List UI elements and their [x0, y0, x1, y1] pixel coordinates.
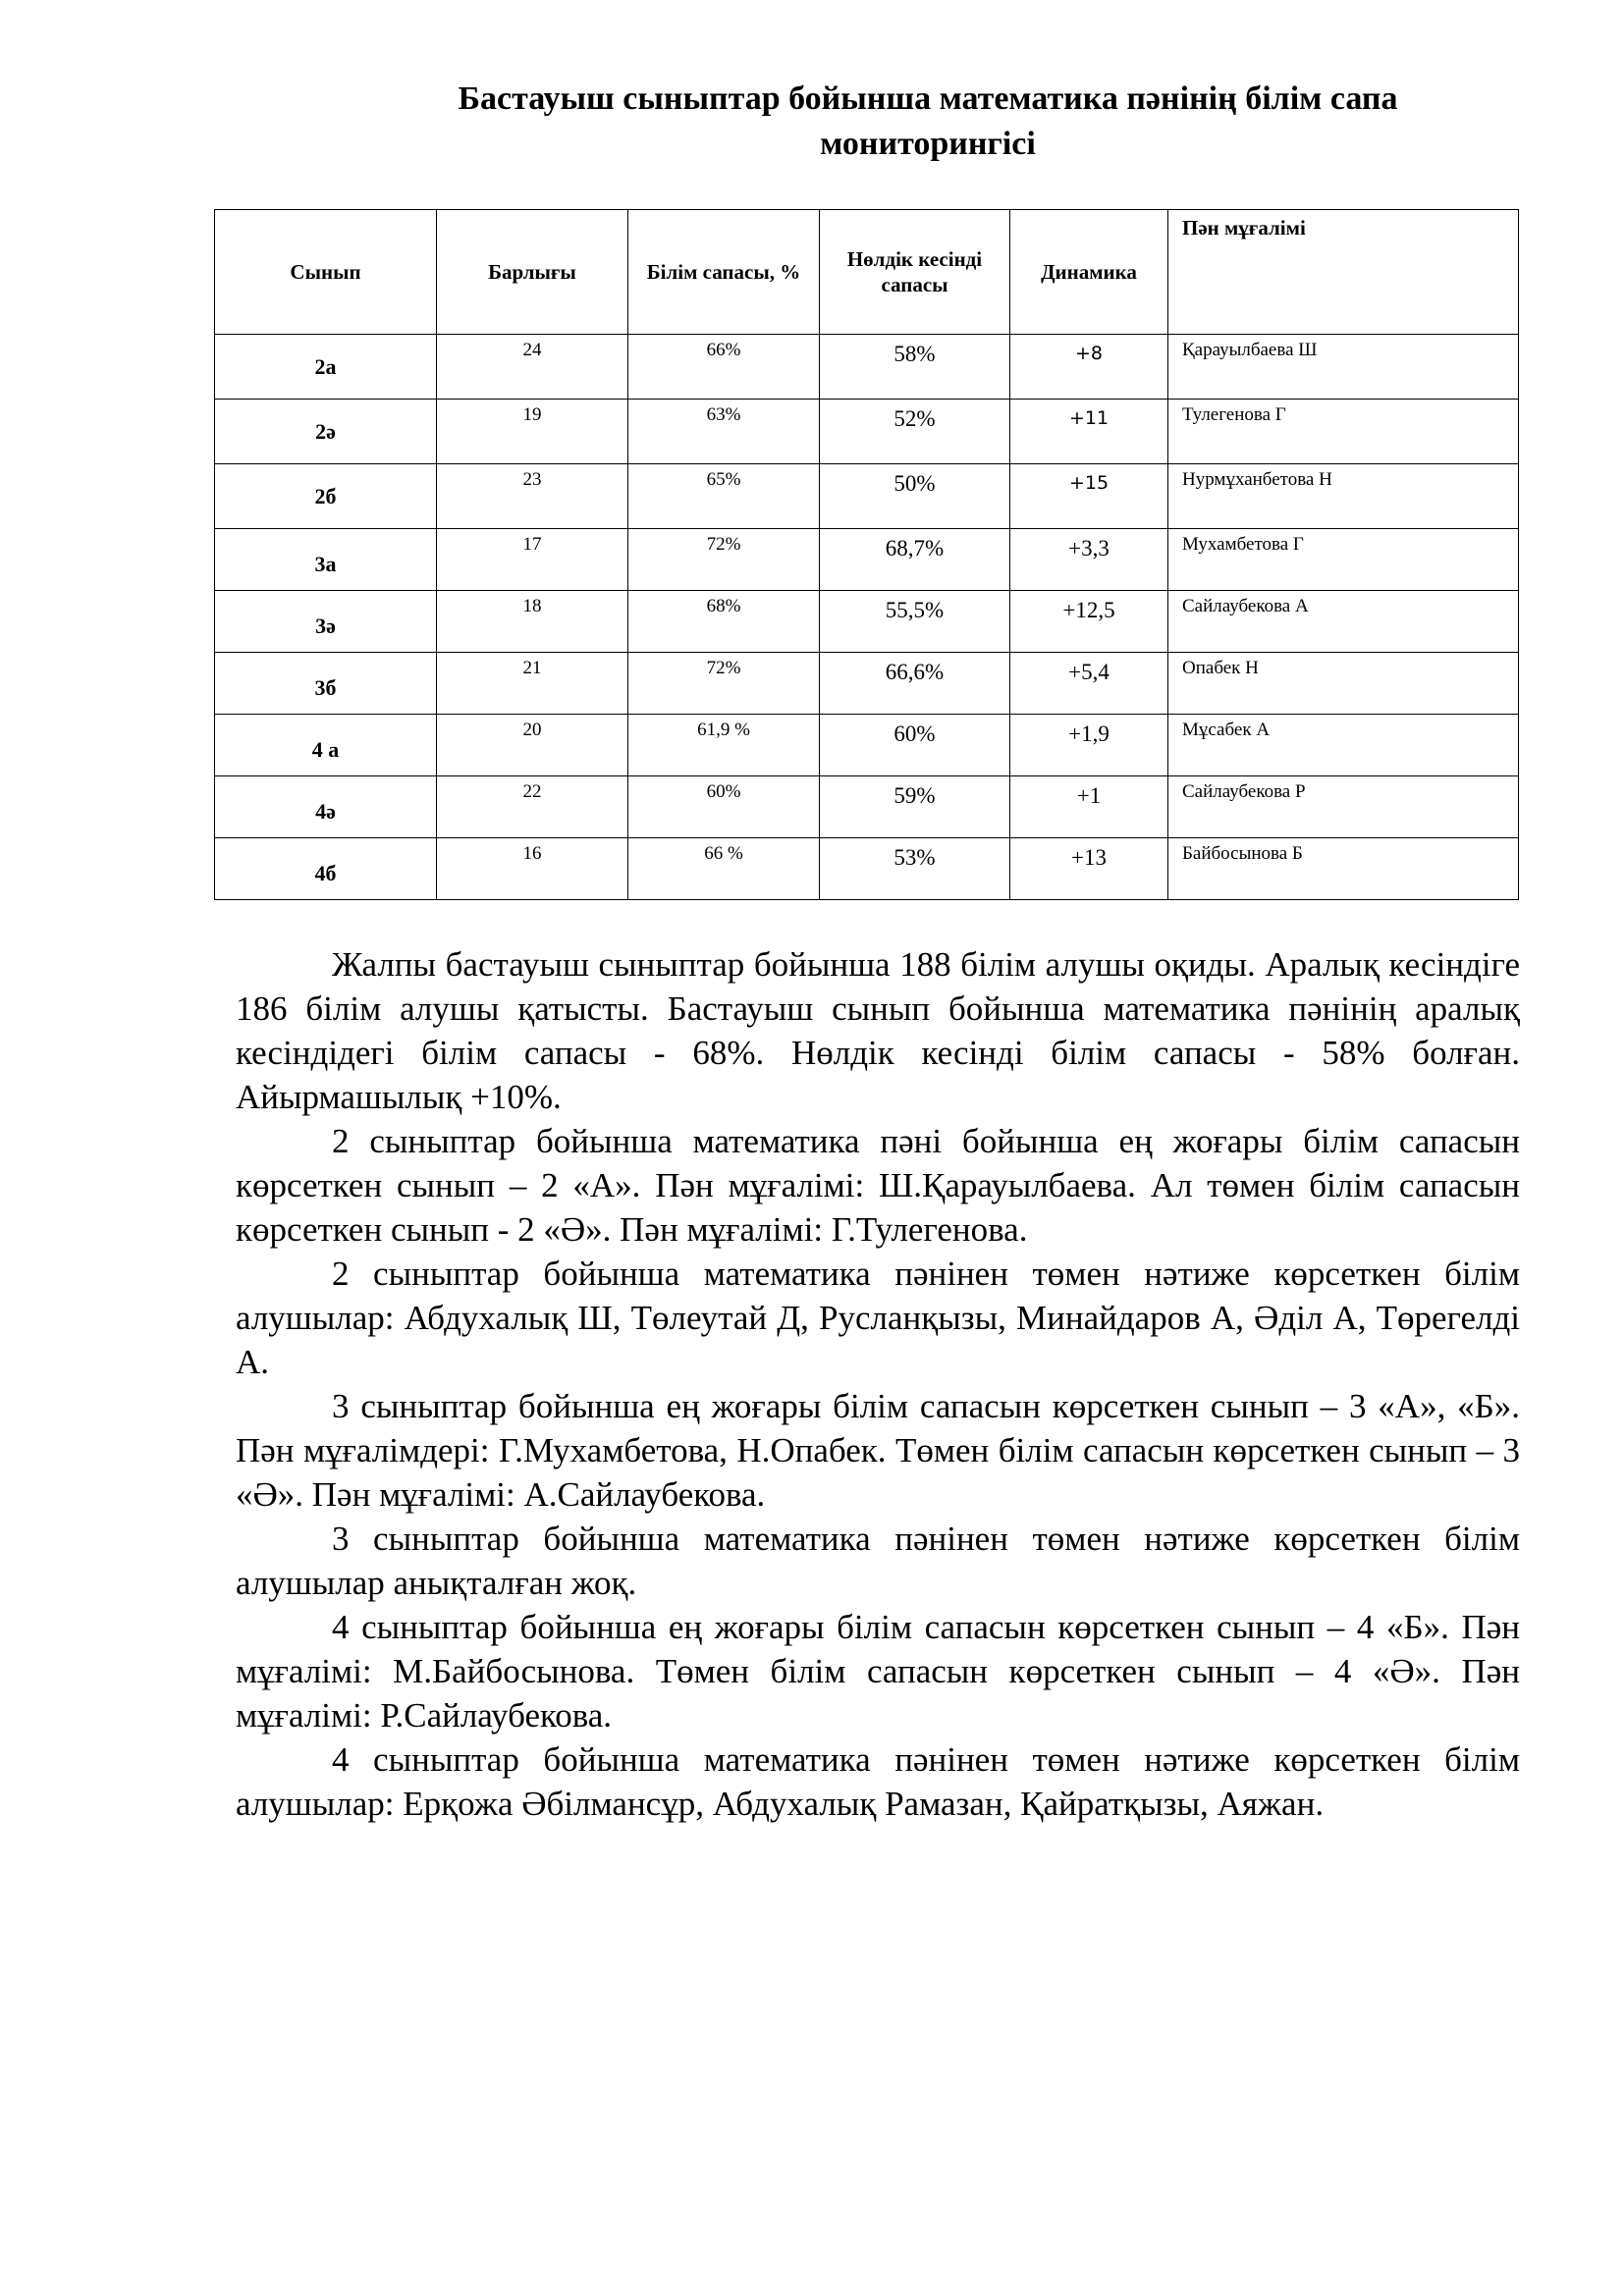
- cell-zero-quality: 55,5%: [820, 591, 1010, 653]
- cell-zero-quality: 68,7%: [820, 529, 1010, 591]
- cell-total: 18: [437, 591, 628, 653]
- cell-quality: 65%: [628, 464, 820, 529]
- cell-teacher: Қарауылбаева Ш: [1168, 335, 1519, 400]
- cell-dynamics: +1,9: [1010, 715, 1168, 776]
- header-dynamics: Динамика: [1010, 210, 1168, 335]
- table-row: [215, 838, 1519, 900]
- cell-class: 2б: [215, 464, 437, 529]
- table-row: [215, 335, 1519, 400]
- page-title-line-1: Бастауыш сыныптар бойынша математика пәнінің білім сапа: [458, 80, 1398, 117]
- cell-dynamics: +1: [1010, 776, 1168, 838]
- cell-dynamics: +3,3: [1010, 529, 1168, 591]
- cell-teacher: Байбосынова Б: [1168, 838, 1519, 900]
- cell-quality: 66%: [628, 335, 820, 400]
- cell-total: 19: [437, 400, 628, 464]
- table-row: [215, 591, 1519, 653]
- cell-zero-quality: 50%: [820, 464, 1010, 529]
- cell-teacher: Нурмұханбетова Н: [1168, 464, 1519, 529]
- cell-total: 22: [437, 776, 628, 838]
- cell-dynamics: +12,5: [1010, 591, 1168, 653]
- cell-quality: 72%: [628, 653, 820, 715]
- cell-class: 4 а: [215, 715, 437, 776]
- cell-class: 3а: [215, 529, 437, 591]
- cell-zero-quality: 52%: [820, 400, 1010, 464]
- cell-dynamics: +8: [1010, 335, 1168, 400]
- cell-zero-quality: 58%: [820, 335, 1010, 400]
- header-zero-quality: Нөлдік кесінді сапасы: [820, 210, 1010, 335]
- table-row: [215, 529, 1519, 591]
- cell-zero-quality: 66,6%: [820, 653, 1010, 715]
- page-title: [324, 77, 1532, 167]
- cell-class: 2ә: [215, 400, 437, 464]
- cell-total: 20: [437, 715, 628, 776]
- cell-teacher: Сайлаубекова А: [1168, 591, 1519, 653]
- cell-quality: 72%: [628, 529, 820, 591]
- cell-dynamics: +5,4: [1010, 653, 1168, 715]
- cell-zero-quality: 53%: [820, 838, 1010, 900]
- header-class: Сынып: [215, 210, 437, 335]
- cell-quality: 60%: [628, 776, 820, 838]
- summary-paragraph: Жалпы бастауыш сыныптар бойынша 188 білім алушы оқиды. Аралық кесіндіге 186 білім алушы қатысты. Бастауыш сынып бойынша математика пәнінің аралық кесіндідегі білім сапасы - 68%. Нөлдік кесінді білім сапасы - 58% болған. Айырмашылық +10%.: [236, 945, 1520, 1116]
- cell-dynamics: +13: [1010, 838, 1168, 900]
- cell-teacher: Мухамбетова Г: [1168, 529, 1519, 591]
- table-row: [215, 400, 1519, 464]
- grade-4-low-students-paragraph: 4 сыныптар бойынша математика пәнінен төмен нәтиже көрсеткен білім алушылар: Ерқожа Әбілмансұр, Абдухалық Рамазан, Қайратқызы, Аяжан.: [236, 1740, 1520, 1823]
- table-row: [215, 464, 1519, 529]
- header-teacher: Пән мұғалімі: [1168, 210, 1519, 335]
- cell-quality: 63%: [628, 400, 820, 464]
- cell-teacher: Опабек Н: [1168, 653, 1519, 715]
- cell-quality: 68%: [628, 591, 820, 653]
- cell-teacher: Тулегенова Г: [1168, 400, 1519, 464]
- table-row: [215, 715, 1519, 776]
- cell-total: 23: [437, 464, 628, 529]
- header-total: Барлығы: [437, 210, 628, 335]
- cell-class: 3б: [215, 653, 437, 715]
- cell-zero-quality: 60%: [820, 715, 1010, 776]
- cell-class: 4ә: [215, 776, 437, 838]
- grade-3-low-students-paragraph: 3 сыныптар бойынша математика пәнінен төмен нәтиже көрсеткен білім алушылар анықталған жоқ.: [236, 1520, 1520, 1602]
- cell-class: 2а: [215, 335, 437, 400]
- cell-quality: 61,9 %: [628, 715, 820, 776]
- table-header-row: [215, 210, 1519, 335]
- monitoring-table: [214, 209, 1519, 900]
- report-body: [236, 942, 1520, 1826]
- cell-total: 21: [437, 653, 628, 715]
- page-title-line-2: мониторингісі: [820, 126, 1036, 162]
- cell-total: 24: [437, 335, 628, 400]
- cell-dynamics: +11: [1010, 400, 1168, 464]
- cell-teacher: Сайлаубекова Р: [1168, 776, 1519, 838]
- cell-class: 3ә: [215, 591, 437, 653]
- table-row: [215, 776, 1519, 838]
- cell-dynamics: +15: [1010, 464, 1168, 529]
- cell-total: 16: [437, 838, 628, 900]
- cell-teacher: Мұсабек А: [1168, 715, 1519, 776]
- table-row: [215, 653, 1519, 715]
- grade-2-low-students-paragraph: 2 сыныптар бойынша математика пәнінен төмен нәтиже көрсеткен білім алушылар: Абдухалық Ш, Төлеутай Д, Русланқызы, Минайдаров А, Әділ А, Төрегелді А.: [236, 1255, 1520, 1381]
- cell-quality: 66 %: [628, 838, 820, 900]
- header-quality: Білім сапасы, %: [628, 210, 820, 335]
- cell-class: 4б: [215, 838, 437, 900]
- cell-total: 17: [437, 529, 628, 591]
- grade-3-best-paragraph: 3 сыныптар бойынша ең жоғары білім сапасын көрсеткен сынып – 3 «А», «Б». Пән мұғалімдері: Г.Мухамбетова, Н.Опабек. Төмен білім сапасын көрсеткен сынып – 3 «Ә». Пән мұғалімі: А.Сайлаубекова.: [236, 1387, 1520, 1514]
- grade-2-best-paragraph: 2 сыныптар бойынша математика пәні бойынша ең жоғары білім сапасын көрсеткен сынып – 2 «А». Пән мұғалімі: Ш.Қарауылбаева. Ал төмен білім сапасын көрсеткен сынып - 2 «Ә». Пән мұғалімі: Г.Тулегенова.: [236, 1122, 1520, 1249]
- grade-4-best-paragraph: 4 сыныптар бойынша ең жоғары білім сапасын көрсеткен сынып – 4 «Б». Пән мұғалімі: М.Байбосынова. Төмен білім сапасын көрсеткен сынып – 4 «Ә». Пән мұғалімі: Р.Сайлаубекова.: [236, 1608, 1520, 1735]
- cell-zero-quality: 59%: [820, 776, 1010, 838]
